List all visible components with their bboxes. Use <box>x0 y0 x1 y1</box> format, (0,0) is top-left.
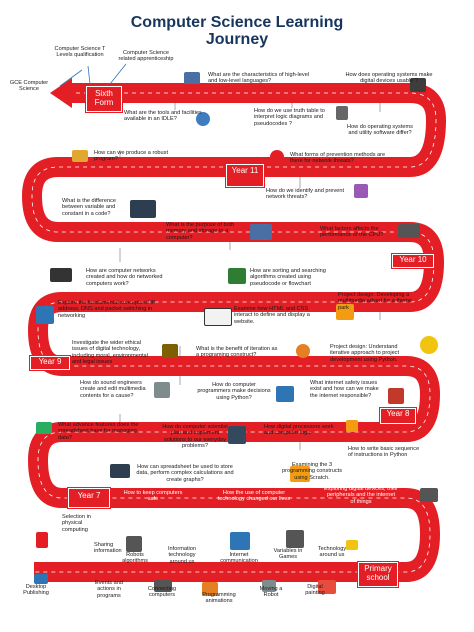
endpoint-apprenticeship: Computer Science related apprenticeship <box>118 50 174 63</box>
topic-moving-robot: Moving a Robot <box>259 586 283 599</box>
topic-programming-animations: Programming animations <box>202 592 236 605</box>
topic-digital-painting: Digital painting <box>305 584 325 597</box>
physical-computing-icon <box>36 532 48 548</box>
badge-primary-school: Primary school <box>358 562 398 587</box>
internet-safety-icon <box>388 388 404 404</box>
topic-memory-storage: What is the purpose of both memory and storage to a computer? <box>166 222 235 241</box>
spreadsheet-icon <box>36 422 52 434</box>
topic-utility-software: How do operating systems and utility software differ? <box>347 124 413 137</box>
topic-technology-changed-lives: How the use of computer technology changed our lives <box>217 490 291 503</box>
page-title-line1: Computer Science Learning <box>130 14 344 31</box>
topic-internet-communication: Internet communication <box>220 552 258 565</box>
devices-icon <box>420 488 438 502</box>
internet-icon <box>230 532 250 550</box>
badge-year11: Year 11 <box>226 164 264 187</box>
topic-sorting-searching: How are sorting and searching algorithms created using pseudocode or flowchart <box>250 268 326 287</box>
topic-html-css: Examine how HTML and CSS interact to define and display a website. <box>234 306 310 325</box>
magnifier-icon <box>354 184 368 198</box>
topic-variables-games: Variables in Games <box>273 548 303 561</box>
topic-computer-scientist: How do computer scientist plan and implement solutions to our everyday problems? <box>162 424 228 450</box>
badge-year7: Year 7 <box>68 488 110 508</box>
if-else-icon <box>276 386 294 402</box>
badge-year8: Year 8 <box>380 408 416 424</box>
topic-theme-park-advert: Project design: Developing a multimedia advert for a theme park <box>338 292 412 311</box>
topic-python-decisions: How do computer programmers make decisions using Python? <box>197 382 271 401</box>
topic-computer-safety: How to keep computers safe <box>123 490 183 503</box>
topic-internet-safety: What internet safety issues exist and how can we make the internet responsible? <box>310 380 379 399</box>
robot-program-icon <box>72 150 88 162</box>
topic-language-levels: What are the characteristics of high-level and low-level languages? <box>208 72 310 85</box>
page-title-line2: Journey <box>205 31 269 48</box>
topic-sharing-information: Sharing information <box>94 542 122 555</box>
network-icon <box>50 268 72 282</box>
iteration-icon <box>296 344 310 358</box>
topic-prevention-methods: What forms of prevention methods are there for network threats? <box>290 152 386 165</box>
topic-network-threats: How do we identify and prevent network threats? <box>266 188 345 201</box>
topic-digital-processors: How digital processors work and computer logic <box>264 424 334 437</box>
spreadsheet-graph-icon <box>110 464 130 478</box>
desktop-publishing-icon <box>34 574 48 584</box>
endpoint-t-levels: Computer Science T Levels qualification <box>54 46 106 59</box>
cpu-computer-icon <box>398 224 420 238</box>
topic-spreadsheet-graphs: How can spreadsheet be used to store data, perform complex calculations and create graphs? <box>136 464 234 483</box>
topic-robust-program: How can we produce a robust program? <box>94 150 169 163</box>
planning-icon <box>228 426 246 444</box>
topic-variable-constant: What is the difference between variable and constant in a code? <box>62 198 116 217</box>
topic-robot-algorithms: Robots algorithms <box>122 552 148 565</box>
topic-operating-systems: How does operating systems make digital devices usable ? <box>345 72 433 85</box>
topic-advanced-spreadsheet: What advance features does the spreadsheet have for managing data? <box>58 422 139 441</box>
robot-icon <box>126 536 142 552</box>
badge-year9: Year 9 <box>30 356 70 370</box>
topic-ethical-issues: Investigate the wider ethical issues of digital technology, including moral, environmental and legal issues <box>72 340 148 366</box>
topic-computer-networks: How are computer networks created and how do networked computers work? <box>86 268 163 287</box>
processor-icon <box>346 420 358 432</box>
topic-python-basics: How to write basic sequence of instructions in Python <box>348 446 420 459</box>
topic-ip-dns: Explore the fundamental concepts of IP address, DNS and packet switching in networking <box>58 300 156 319</box>
topic-iterative-approach: Project design: Understand iterative approach to project development using Python. <box>330 344 400 363</box>
flowchart-icon <box>228 268 246 284</box>
topic-events-actions: Events and actions in programs <box>95 580 123 599</box>
scales-icon <box>162 344 178 358</box>
topic-idle-tools: What are the tools and facilities available in an IDLE? <box>124 110 202 123</box>
shield-icon <box>270 150 284 164</box>
html-css-icon <box>204 308 232 326</box>
memory-icon <box>250 224 272 240</box>
topic-iteration: What is the benefit of iteration as a programing construct? <box>196 346 278 359</box>
topic-technology-around-us: Technology around us <box>317 546 347 559</box>
topic-truth-tables: How do we use truth table to interpret logic diagrams and pseudocodes ? <box>254 108 325 127</box>
badge-sixth-form: Sixth Form <box>86 86 122 112</box>
topic-connecting-computers: Connecting computers <box>147 586 177 599</box>
speaker-icon <box>154 382 170 398</box>
topic-information-technology: Information technology around us <box>168 546 196 565</box>
badge-year10: Year 10 <box>392 254 434 268</box>
monitor-icon <box>184 72 200 84</box>
ip-network-icon <box>36 306 54 324</box>
iterative-design-icon <box>420 336 438 354</box>
topic-desktop-publishing: Desktop Publishing <box>23 584 49 597</box>
topic-digital-devices: Exploring digital devices, their peripherals and the internet of things <box>324 486 398 505</box>
topic-scratch-constructs: Examining the 3 programming constructs using Scratch. <box>282 462 342 481</box>
endpoint-gce: GCE Computer Science <box>9 80 49 93</box>
topic-physical-computing: Selection in physical computing <box>62 514 91 533</box>
game-icon <box>286 530 304 548</box>
topic-sound-engineers: How do sound engineers create and edit multimedia contents for a cause? <box>80 380 146 399</box>
code-editor-icon <box>130 200 156 218</box>
topic-cpu-performance: What factors affects the performance of the CPU? <box>320 226 384 239</box>
